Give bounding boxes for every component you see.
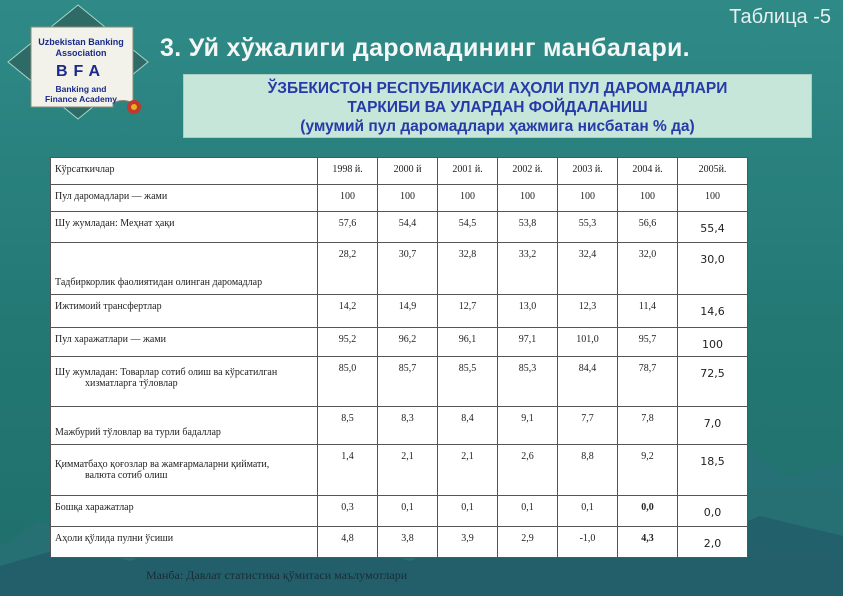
table-cell: 2,1 xyxy=(378,445,438,496)
table-cell: 54,4 xyxy=(378,212,438,243)
row-label: Шу жумладан: Товарлар сотиб олиш ва кўрсатилган хизматларга тўловлар xyxy=(51,357,318,407)
table-cell: 3,9 xyxy=(438,527,498,558)
header-cell: 2004 й. xyxy=(618,158,678,185)
table-row xyxy=(51,357,748,407)
table-cell: 32,8 xyxy=(438,243,498,295)
table-cell: 95,2 xyxy=(318,328,378,357)
table-cell: 8,5 xyxy=(318,407,378,445)
table-cell: 11,4 xyxy=(618,295,678,328)
row-label: Пул харажатлари — жами xyxy=(51,328,318,357)
table-row xyxy=(51,295,748,328)
header-cell: 2000 й xyxy=(378,158,438,185)
table-cell: 9,2 xyxy=(618,445,678,496)
table-cell: 0,1 xyxy=(498,496,558,527)
table-row xyxy=(51,527,748,558)
table-row xyxy=(51,445,748,496)
table-cell: -1,0 xyxy=(558,527,618,558)
row-label: Пул даромадлари — жами xyxy=(51,185,318,212)
table-cell: 7,8 xyxy=(618,407,678,445)
table-cell: 14,2 xyxy=(318,295,378,328)
header-cell: 2001 й. xyxy=(438,158,498,185)
table-cell: 0,0 xyxy=(618,496,678,527)
table-cell: 30,7 xyxy=(378,243,438,295)
header-cell: 2003 й. xyxy=(558,158,618,185)
table-cell: 57,6 xyxy=(318,212,378,243)
table-cell: 0,3 xyxy=(318,496,378,527)
table-cell: 2,9 xyxy=(498,527,558,558)
subtitle-line-2: ТАРКИБИ ВА УЛАРДАН ФОЙДАЛАНИШ xyxy=(347,99,648,116)
logo-academy-text: Banking and Finance Academy xyxy=(45,84,117,104)
income-table xyxy=(50,157,748,558)
table-header-row xyxy=(51,158,748,185)
table-cell: 3,8 xyxy=(378,527,438,558)
row-label: Шу жумладан: Меҳнат ҳақи xyxy=(51,212,318,243)
table-cell: 28,2 xyxy=(318,243,378,295)
table-cell: 100 xyxy=(558,185,618,212)
table-cell: 12,3 xyxy=(558,295,618,328)
table-cell: 4,8 xyxy=(318,527,378,558)
table-cell: 13,0 xyxy=(498,295,558,328)
bfa-logo xyxy=(3,3,153,121)
subtitle-line-3: (умумий пул даромадлари ҳажмига нисбатан % да) xyxy=(300,118,695,135)
table-cell: 101,0 xyxy=(558,328,618,357)
table-cell: 0,1 xyxy=(378,496,438,527)
table-cell: 32,4 xyxy=(558,243,618,295)
table-cell: 96,1 xyxy=(438,328,498,357)
table-row xyxy=(51,185,748,212)
table-cell: 1,4 xyxy=(318,445,378,496)
table-cell: 12,7 xyxy=(438,295,498,328)
table-cell: 2,0 xyxy=(678,527,748,558)
table-cell: 78,7 xyxy=(618,357,678,407)
table-row xyxy=(51,243,748,295)
row-label: Тадбиркорлик фаолиятидан олинган даромадлар xyxy=(51,243,318,295)
header-cell: Кўрсаткичлар xyxy=(51,158,318,185)
header-cell: 2005й. xyxy=(678,158,748,185)
table-cell: 100 xyxy=(318,185,378,212)
table-cell: 72,5 xyxy=(678,357,748,407)
table-cell: 100 xyxy=(618,185,678,212)
table-cell: 84,4 xyxy=(558,357,618,407)
table-cell: 8,4 xyxy=(438,407,498,445)
table-subtitle xyxy=(183,74,812,138)
table-cell: 32,0 xyxy=(618,243,678,295)
logo-association-text: Uzbekistan Banking Association xyxy=(38,37,124,58)
table-row xyxy=(51,212,748,243)
table-cell: 100 xyxy=(498,185,558,212)
table-cell: 14,6 xyxy=(678,295,748,328)
logo-abbreviation: BFA xyxy=(56,63,106,80)
row-label: Мажбурий тўловлар ва турли бадаллар xyxy=(51,407,318,445)
table-cell: 2,6 xyxy=(498,445,558,496)
table-cell: 18,5 xyxy=(678,445,748,496)
table-cell: 85,3 xyxy=(498,357,558,407)
table-cell: 55,3 xyxy=(558,212,618,243)
subtitle-line-1: ЎЗБЕКИСТОН РЕСПУБЛИКАСИ АҲОЛИ ПУЛ ДАРОМАДЛАРИ xyxy=(267,80,728,97)
table-cell: 100 xyxy=(378,185,438,212)
table-cell: 54,5 xyxy=(438,212,498,243)
table-cell: 33,2 xyxy=(498,243,558,295)
table-cell: 9,1 xyxy=(498,407,558,445)
row-label: Бошқа харажатлар xyxy=(51,496,318,527)
table-row xyxy=(51,407,748,445)
table-cell: 53,8 xyxy=(498,212,558,243)
table-cell: 7,7 xyxy=(558,407,618,445)
header-cell: 1998 й. xyxy=(318,158,378,185)
table-cell: 0,1 xyxy=(438,496,498,527)
table-cell: 0,0 xyxy=(678,496,748,527)
table-cell: 8,8 xyxy=(558,445,618,496)
table-cell: 8,3 xyxy=(378,407,438,445)
row-label: Аҳоли қўлида пулни ўсиши xyxy=(51,527,318,558)
table-cell: 55,4 xyxy=(678,212,748,243)
row-label: Ижтимоий трансфертлар xyxy=(51,295,318,328)
table-cell: 7,0 xyxy=(678,407,748,445)
table-cell: 85,5 xyxy=(438,357,498,407)
table-cell: 0,1 xyxy=(558,496,618,527)
table-cell: 30,0 xyxy=(678,243,748,295)
table-cell: 56,6 xyxy=(618,212,678,243)
source-note: Манба: Давлат статистика қўмитаси маълумотлари xyxy=(146,568,408,582)
row-label: Қимматбаҳо қоғозлар ва жамғармаларни қиймати, валюта сотиб олиш xyxy=(51,445,318,496)
table-cell: 100 xyxy=(678,328,748,357)
slide-title: 3. Уй хўжалиги даромадининг манбалари. xyxy=(160,34,690,62)
income-table-container xyxy=(50,157,747,558)
table-cell: 4,3 xyxy=(618,527,678,558)
table-row xyxy=(51,328,748,357)
table-cell: 96,2 xyxy=(378,328,438,357)
table-cell: 2,1 xyxy=(438,445,498,496)
table-cell: 100 xyxy=(438,185,498,212)
table-cell: 85,7 xyxy=(378,357,438,407)
table-cell: 85,0 xyxy=(318,357,378,407)
table-cell: 14,9 xyxy=(378,295,438,328)
table-row xyxy=(51,496,748,527)
header-cell: 2002 й. xyxy=(498,158,558,185)
table-cell: 95,7 xyxy=(618,328,678,357)
table-number-label: Таблица -5 xyxy=(729,6,831,28)
table-cell: 100 xyxy=(678,185,748,212)
table-cell: 97,1 xyxy=(498,328,558,357)
